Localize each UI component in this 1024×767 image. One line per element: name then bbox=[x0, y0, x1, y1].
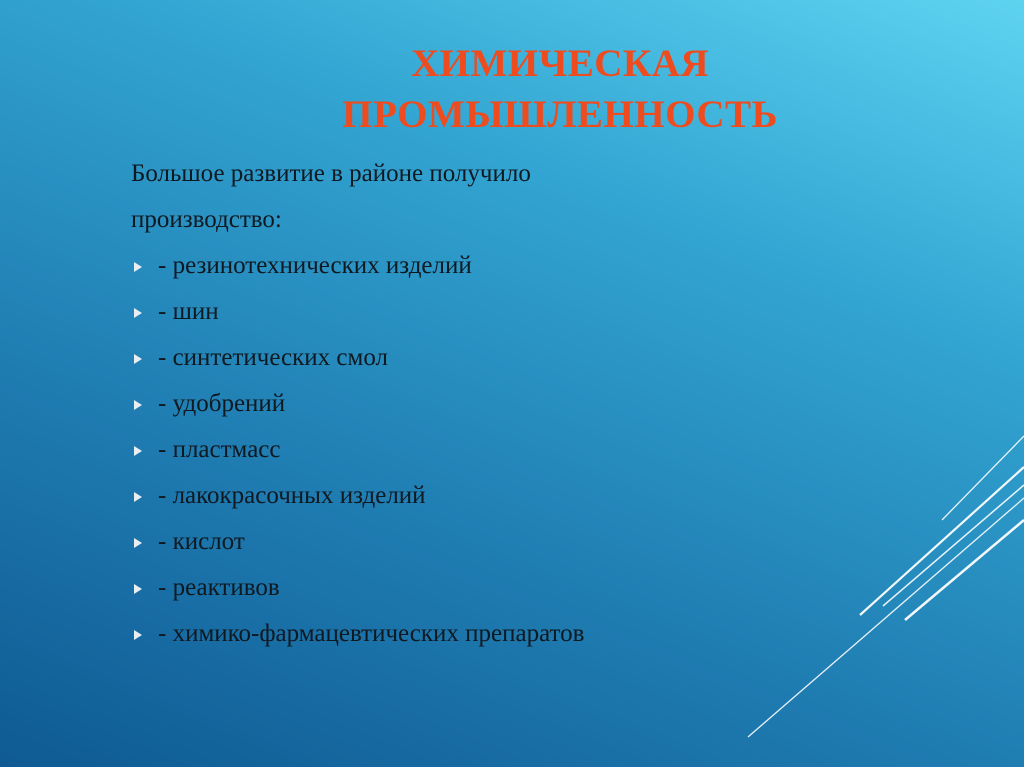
list-item-text: - шин bbox=[158, 298, 219, 325]
list-item-text: - резинотехнических изделий bbox=[158, 252, 472, 279]
list-item-text: - лакокрасочных изделий bbox=[158, 482, 426, 509]
list-item-text: - пластмасс bbox=[158, 436, 281, 463]
list-item-text: - удобрений bbox=[158, 390, 286, 417]
decor-line bbox=[942, 436, 1024, 520]
list-item bbox=[134, 243, 834, 289]
triangle-right-icon bbox=[134, 262, 142, 272]
decor-line bbox=[905, 520, 1024, 620]
list-item bbox=[134, 335, 834, 381]
triangle-right-icon bbox=[134, 446, 142, 456]
list-item bbox=[134, 473, 834, 519]
intro-text-line-1: Большое развитие в районе получило bbox=[131, 160, 531, 187]
triangle-right-icon bbox=[134, 400, 142, 410]
list-item-text: - реактивов bbox=[158, 574, 280, 601]
list-item-text: - кислот bbox=[158, 528, 245, 555]
triangle-right-icon bbox=[134, 354, 142, 364]
triangle-right-icon bbox=[134, 630, 142, 640]
list-item bbox=[134, 427, 834, 473]
list-item bbox=[134, 519, 834, 565]
list-item bbox=[134, 289, 834, 335]
intro-text-line-2: производство: bbox=[131, 206, 282, 233]
list-item bbox=[134, 611, 834, 657]
slide-title-line-2: ПРОМЫШЛЕННОСТЬ bbox=[342, 93, 778, 136]
decor-line bbox=[860, 467, 1024, 615]
triangle-right-icon bbox=[134, 584, 142, 594]
slide-title bbox=[250, 38, 870, 140]
triangle-right-icon bbox=[134, 492, 142, 502]
decor-line bbox=[883, 485, 1024, 606]
slide-title-line-1: ХИМИЧЕСКАЯ bbox=[410, 42, 710, 85]
list-item-text: - химико-фармацевтических препаратов bbox=[158, 620, 585, 647]
list-item-text: - синтетических смол bbox=[158, 344, 388, 371]
triangle-right-icon bbox=[134, 538, 142, 548]
triangle-right-icon bbox=[134, 308, 142, 318]
bullet-list bbox=[134, 243, 834, 657]
list-item bbox=[134, 565, 834, 611]
list-item bbox=[134, 381, 834, 427]
intro-text bbox=[131, 151, 751, 243]
